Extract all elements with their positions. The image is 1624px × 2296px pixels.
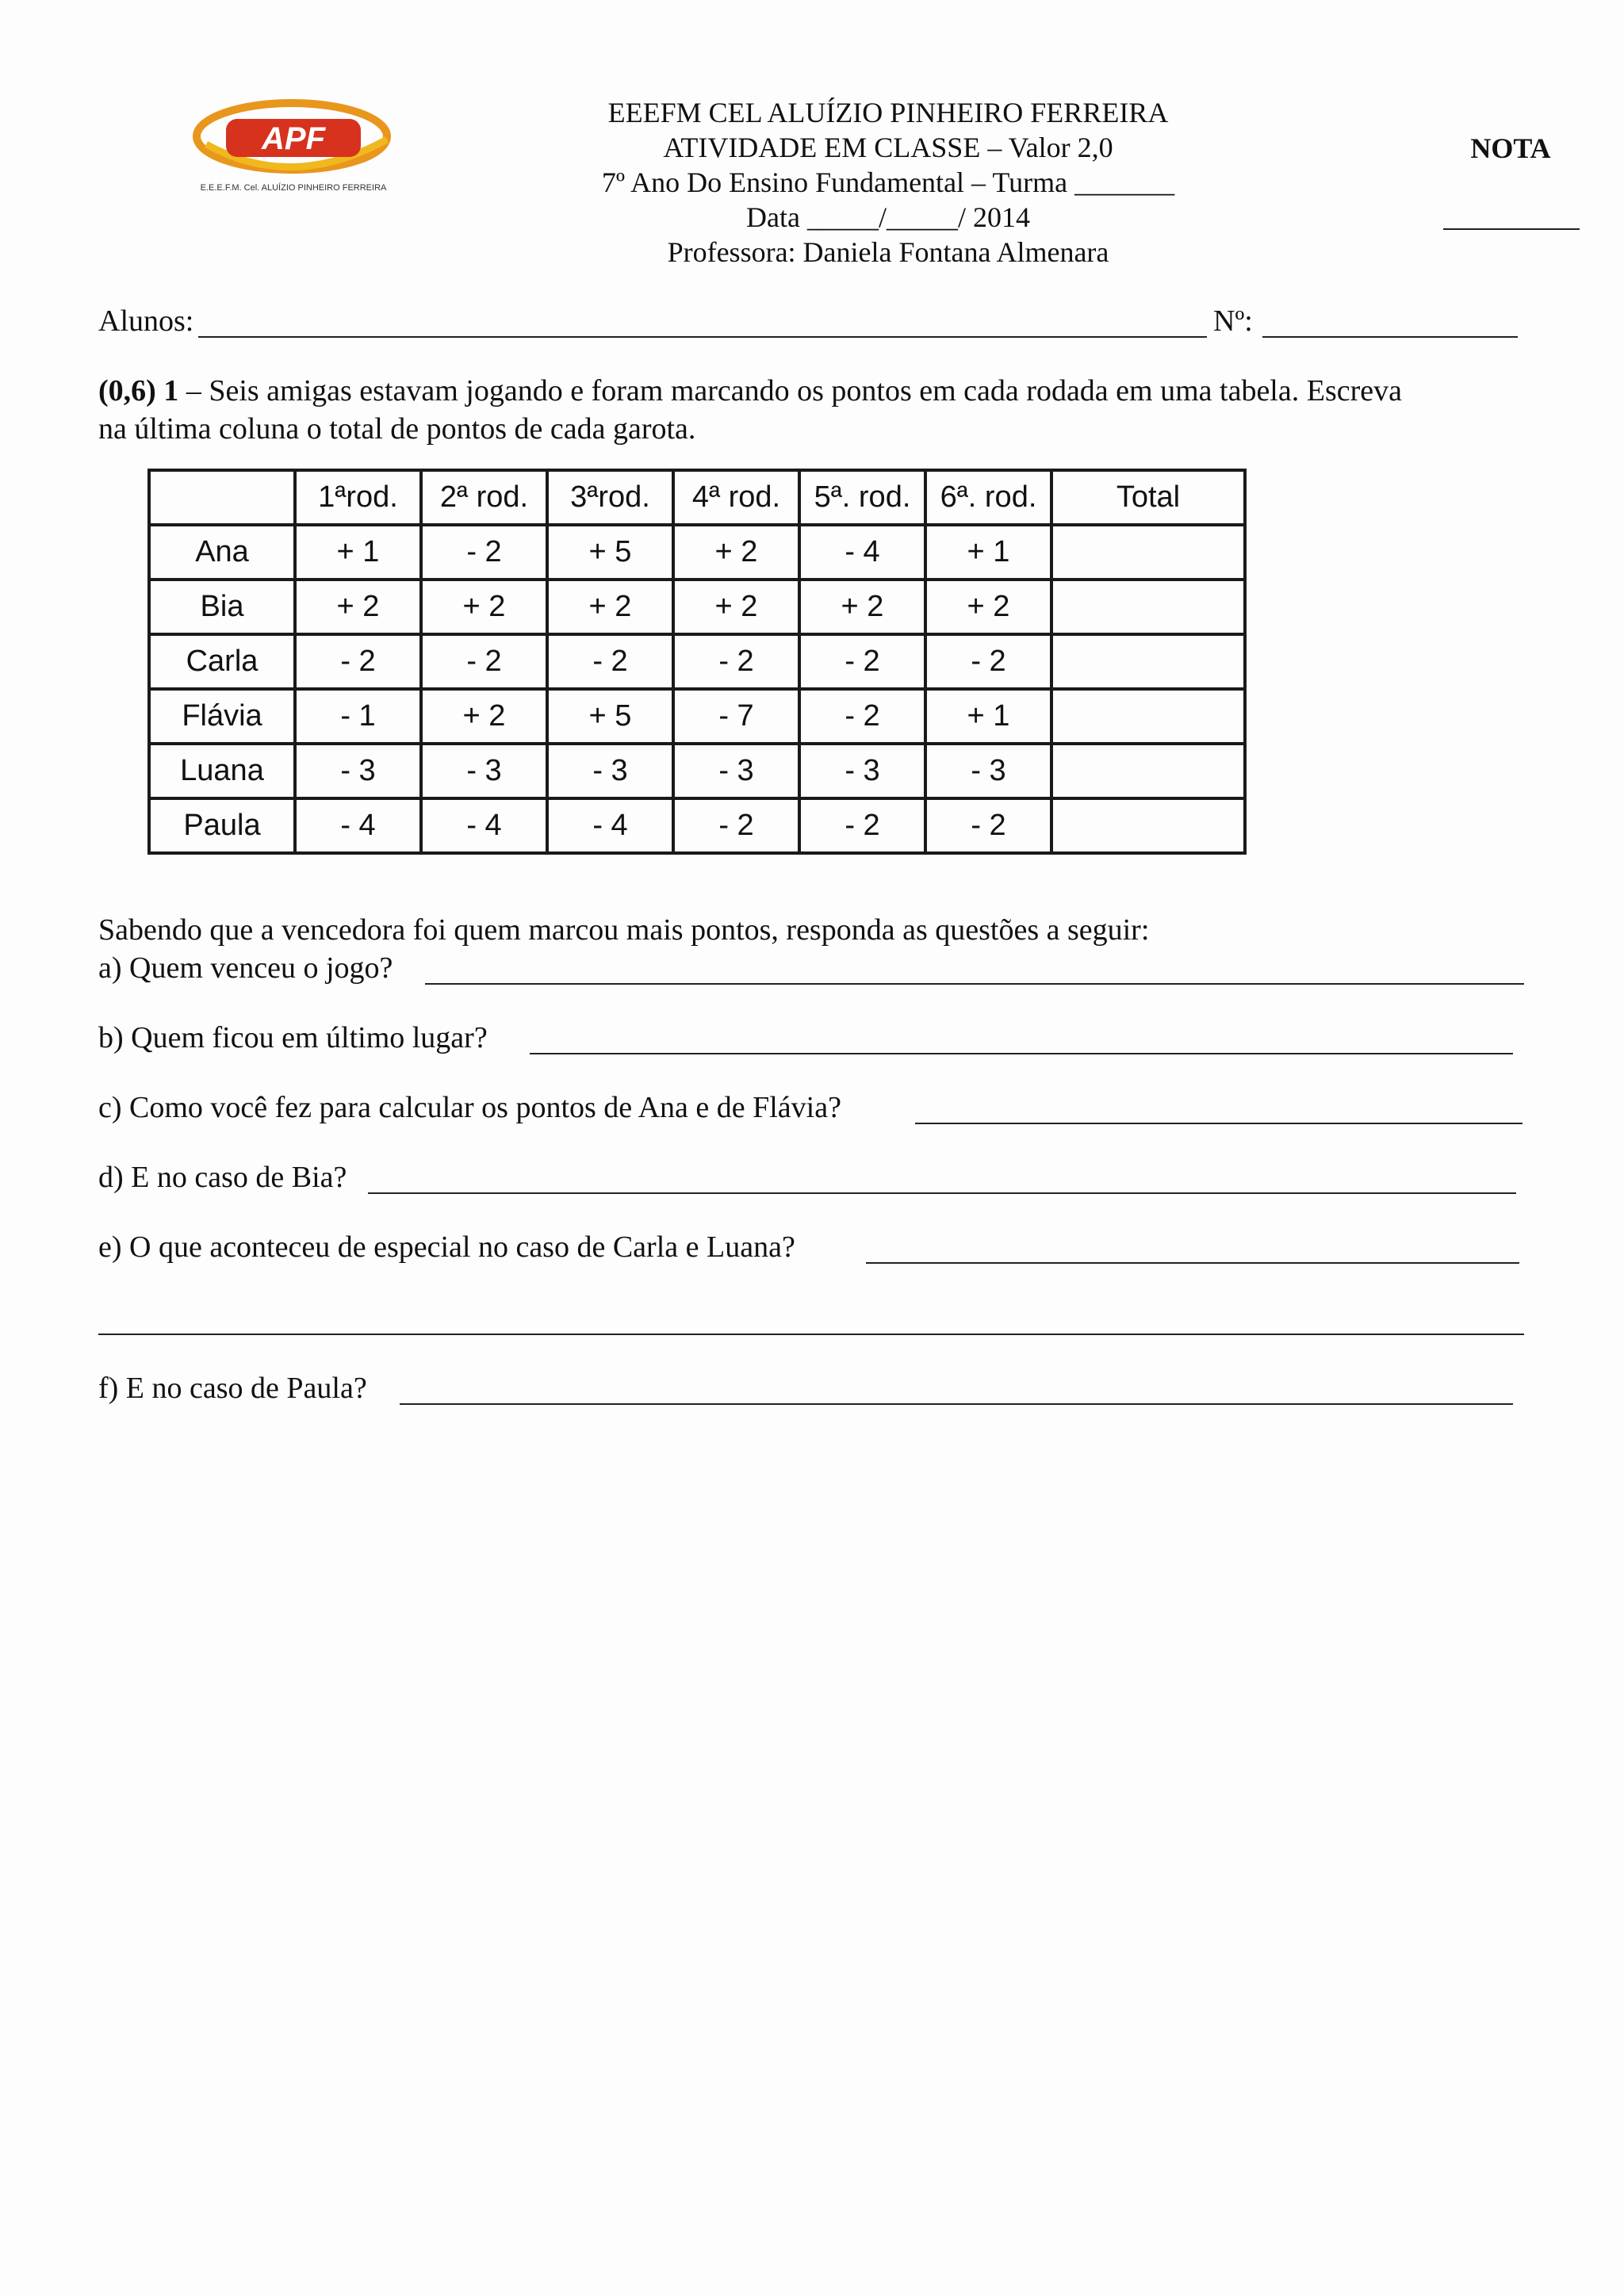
player-name: Carla [149, 634, 295, 689]
grade-line: 7º Ano Do Ensino Fundamental – Turma _______ [601, 166, 1175, 198]
table-cell: - 2 [799, 798, 925, 853]
player-name: Bia [149, 580, 295, 634]
table-header-cell: Total [1051, 470, 1245, 525]
table-cell: - 2 [421, 525, 547, 580]
table-cell: - 2 [925, 798, 1051, 853]
table-cell: + 5 [547, 525, 673, 580]
table-cell: + 2 [673, 580, 799, 634]
table-cell: + 2 [421, 689, 547, 744]
table-cell: + 1 [295, 525, 421, 580]
instructions: Sabendo que a vencedora foi quem marcou mais pontos, responda as questões a seguir: [98, 913, 1150, 947]
table-cell: - 4 [295, 798, 421, 853]
question-f: f) E no caso de Paula? [98, 1372, 367, 1405]
date-line: Data _____/_____/ 2014 [746, 201, 1030, 233]
table-cell: + 2 [295, 580, 421, 634]
table-cell: - 1 [295, 689, 421, 744]
answer-a-field[interactable] [425, 983, 1524, 985]
table-cell: - 2 [925, 634, 1051, 689]
table-cell: + 2 [547, 580, 673, 634]
table-cell: - 3 [421, 744, 547, 798]
question-text: – Seis amigas estavam jogando e foram marcando os pontos em cada rodada em uma tabela. Escreva [178, 374, 1402, 408]
table-cell: - 2 [799, 689, 925, 744]
activity-title: ATIVIDADE EM CLASSE – Valor 2,0 [663, 132, 1113, 163]
total-cell[interactable] [1051, 689, 1245, 744]
students-field[interactable] [198, 336, 1207, 338]
table-row [149, 580, 1245, 634]
table-header-row [149, 470, 1245, 525]
logo-caption: E.E.E.F.M. Cel. ALUÍZIO PINHEIRO FERREIRA [200, 183, 387, 193]
answer-b-field[interactable] [530, 1053, 1513, 1054]
total-cell[interactable] [1051, 744, 1245, 798]
total-cell[interactable] [1051, 634, 1245, 689]
nota-label: NOTA [1470, 132, 1551, 164]
table-cell: - 3 [547, 744, 673, 798]
question-line-2: na última coluna o total de pontos de cada garota. [98, 412, 696, 446]
school-logo [190, 95, 404, 202]
table-cell: - 3 [295, 744, 421, 798]
table-cell: + 2 [673, 525, 799, 580]
table-cell: - 4 [547, 798, 673, 853]
table-cell: - 2 [547, 634, 673, 689]
logo-text: APF [262, 121, 325, 156]
player-name: Ana [149, 525, 295, 580]
table-header-cell: 3ªrod. [547, 470, 673, 525]
player-name: Paula [149, 798, 295, 853]
table-cell: + 1 [925, 525, 1051, 580]
table-cell: - 3 [925, 744, 1051, 798]
answer-f-field[interactable] [400, 1403, 1513, 1405]
player-name: Luana [149, 744, 295, 798]
table-row [149, 525, 1245, 580]
table-header-cell: 5ª. rod. [799, 470, 925, 525]
number-field[interactable] [1262, 336, 1518, 338]
table-cell: - 2 [799, 634, 925, 689]
answer-c-field[interactable] [915, 1123, 1522, 1124]
question-b: b) Quem ficou em último lugar? [98, 1021, 488, 1054]
table-cell: - 3 [673, 744, 799, 798]
table-header-cell [149, 470, 295, 525]
question-line-1 [98, 373, 1402, 409]
total-cell[interactable] [1051, 798, 1245, 853]
table-cell: - 4 [799, 525, 925, 580]
total-cell[interactable] [1051, 525, 1245, 580]
table-cell: - 2 [673, 798, 799, 853]
question-d: d) E no caso de Bia? [98, 1161, 347, 1194]
table-row [149, 689, 1245, 744]
table-row [149, 798, 1245, 853]
school-name: EEEFM CEL ALUÍZIO PINHEIRO FERREIRA [607, 97, 1169, 128]
table-cell: + 2 [421, 580, 547, 634]
table-cell: - 2 [421, 634, 547, 689]
score-table [147, 469, 1247, 855]
table-cell: + 2 [799, 580, 925, 634]
answer-d-field[interactable] [368, 1192, 1516, 1194]
question-e: e) O que aconteceu de especial no caso de Carla e Luana? [98, 1230, 795, 1264]
table-row [149, 744, 1245, 798]
table-cell: - 2 [673, 634, 799, 689]
number-label: Nº: [1213, 304, 1253, 338]
answer-e-field[interactable] [866, 1262, 1519, 1264]
table-cell: + 5 [547, 689, 673, 744]
table-cell: - 7 [673, 689, 799, 744]
question-score: (0,6) 1 [98, 374, 179, 408]
table-header-cell: 1ªrod. [295, 470, 421, 525]
teacher-line: Professora: Daniela Fontana Almenara [667, 236, 1109, 268]
table-header-cell: 6ª. rod. [925, 470, 1051, 525]
table-row [149, 634, 1245, 689]
students-label: Alunos: [98, 304, 194, 338]
answer-e-field-continued[interactable] [98, 1334, 1524, 1335]
table-cell: - 3 [799, 744, 925, 798]
table-cell: - 2 [295, 634, 421, 689]
table-header-cell: 2ª rod. [421, 470, 547, 525]
question-a: a) Quem venceu o jogo? [98, 951, 393, 985]
nota-field[interactable] [1443, 228, 1580, 230]
table-cell: + 2 [925, 580, 1051, 634]
table-cell: - 4 [421, 798, 547, 853]
player-name: Flávia [149, 689, 295, 744]
table-cell: + 1 [925, 689, 1051, 744]
total-cell[interactable] [1051, 580, 1245, 634]
question-c: c) Como você fez para calcular os pontos de Ana e de Flávia? [98, 1091, 841, 1124]
table-header-cell: 4ª rod. [673, 470, 799, 525]
